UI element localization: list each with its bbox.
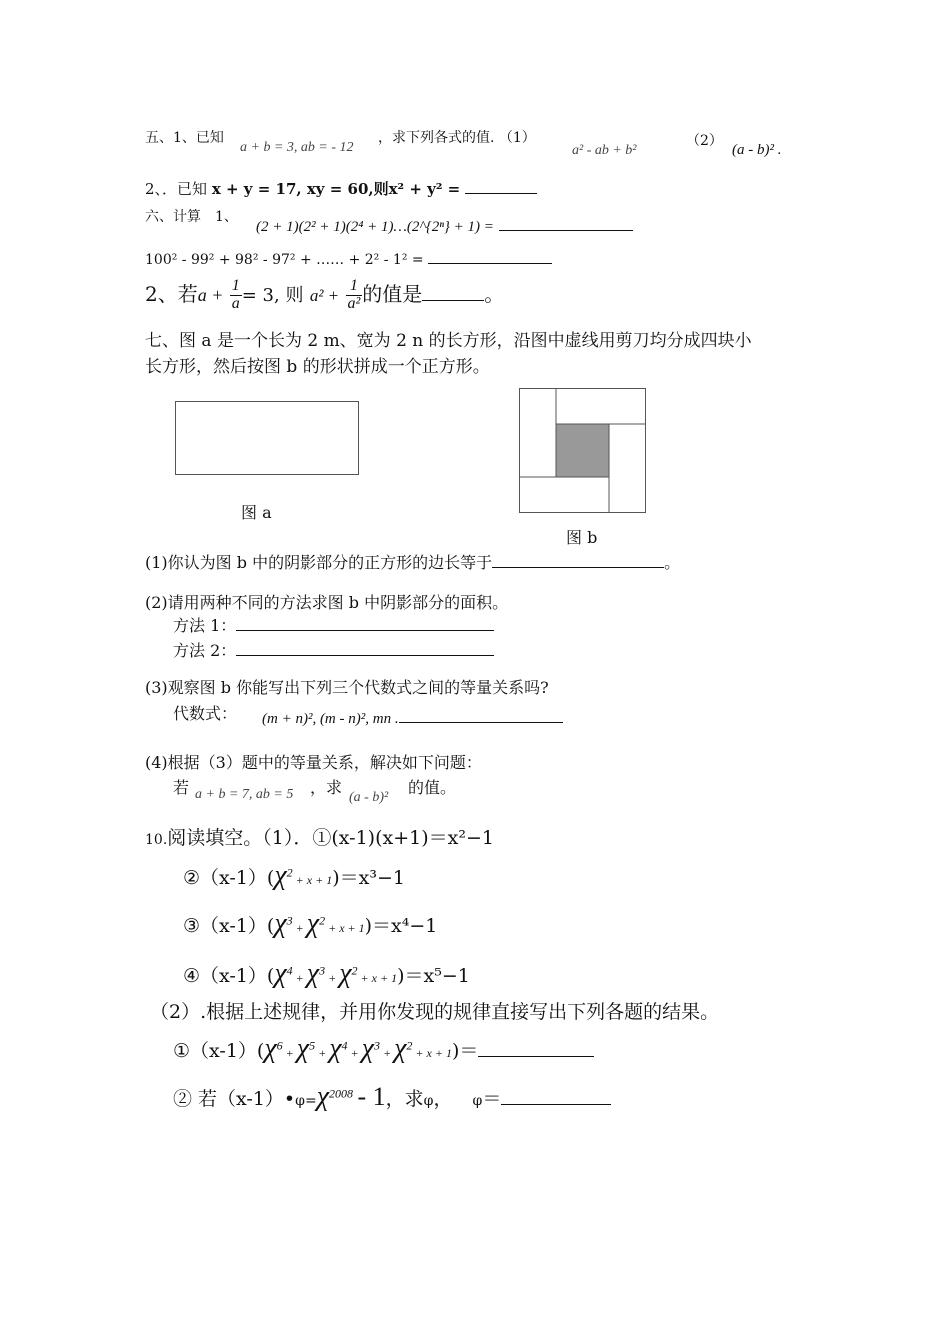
- q5-expr1: a² - ab + b²: [572, 143, 637, 158]
- q10-lead: 10.: [145, 832, 168, 848]
- q5-cond: a + b = 3, ab = - 12: [240, 140, 354, 155]
- q5-p2: （2）: [686, 133, 723, 149]
- q10-part2: （2）.根据上述规律，并用你发现的规律直接写出下列各题的结果。: [150, 1001, 720, 1023]
- q7-s4-tail: 的值。: [408, 778, 457, 797]
- q10-title-line: [145, 823, 494, 850]
- q6-2-eq: = 3, 则: [241, 285, 304, 306]
- q6-2-a-plus: a +: [197, 285, 224, 305]
- q6-lead: 六、计算 1、: [145, 209, 238, 225]
- q10-ans1: $①(x-1)(\chi^6 + \chi^5 + \chi^4 + \chi^3 + \chi^2 + x + 1)=$: [173, 1033, 594, 1065]
- answer-blank[interactable]: [399, 721, 563, 723]
- q7-s4: (4)根据（3）题中的等量关系，解决如下问题：: [145, 753, 482, 772]
- q6-2-lead: 2、若: [145, 282, 198, 306]
- q5-expr2: (a - b)² .: [732, 142, 782, 158]
- q6-line: [256, 217, 633, 236]
- q6-line2-expr: 100² - 99² + 98² - 97² + …… + 2² - 1² =: [145, 252, 424, 268]
- answer-blank[interactable]: [499, 229, 633, 231]
- q6-2-tail: 的值是: [362, 282, 423, 306]
- q7-line2: 长方形，然后按图 b 的形状拼成一个正方形。: [145, 357, 490, 377]
- q6-2-a2: a² +: [309, 286, 340, 305]
- q5-2-line: [145, 178, 537, 199]
- q7-s2: (2)请用两种不同的方法求图 b 中阴影部分的面积。: [145, 593, 509, 612]
- q7-method2: 方法 2：: [173, 638, 494, 661]
- q5-2-lead: 2、．已知: [145, 180, 208, 198]
- answer-blank[interactable]: [492, 566, 664, 568]
- answer-blank[interactable]: [478, 1055, 594, 1057]
- q5-line: [145, 127, 224, 147]
- q5-lead: 五、1、已知: [145, 130, 224, 146]
- q7-alg-label: 代数式：: [173, 704, 238, 723]
- answer-blank[interactable]: [428, 262, 552, 264]
- q7-s1: (1)你认为图 b 中的阴影部分的正方形的边长等于 。: [145, 553, 681, 572]
- q10-title: 阅读填空。（1）．①(x-1)(x+1)＝x²−1: [167, 827, 494, 849]
- q6-2-line: 2、若a + $\frac{1}{a}$ = 3, 则 a² + $\frac{1}{\text{a²}}$ 的值是 。: [145, 277, 505, 312]
- answer-blank[interactable]: [236, 629, 494, 631]
- answer-blank[interactable]: [422, 299, 484, 301]
- q6-line2: [145, 252, 552, 268]
- fraction-1-over-a: $\frac{1}{a}$: [231, 277, 240, 312]
- answer-blank[interactable]: [465, 192, 537, 194]
- q7-s4-expr: (a - b)²: [349, 790, 389, 805]
- q7-s4-ask: ，求: [310, 778, 343, 797]
- q7-s4-cond: a + b = 7, ab = 5: [195, 787, 294, 802]
- shaded-square: [556, 424, 609, 477]
- figure-b-caption: 图 b: [566, 528, 598, 547]
- q5-ask: ，求下列各式的值. （1）: [378, 130, 536, 146]
- figure-a-caption: 图 a: [241, 503, 272, 522]
- q10-ans2: ② 若$(x-1)•\varphi=\chi^{2008} - 1$，求φ， φ＝: [173, 1081, 611, 1113]
- q6-expr: (2 + 1)(2² + 1)(2⁴ + 1)…(2^{2ⁿ} + 1) =: [256, 219, 494, 235]
- figure-b-square: [519, 388, 647, 514]
- q7-method1: 方法 1：: [173, 613, 494, 636]
- figure-a-rectangle: [175, 401, 359, 475]
- answer-blank[interactable]: [236, 654, 494, 656]
- answer-blank[interactable]: [501, 1103, 611, 1105]
- q5-2-cond: x + y = 17, xy = 60,则x² + y² =: [211, 180, 461, 198]
- q7-alg-line: (m + n)², (m - n)², mn .: [262, 711, 563, 728]
- q7-s3: (3)观察图 b 你能写出下列三个代数式之间的等量关系吗?: [145, 678, 549, 697]
- q7-line1: 七、图 a 是一个长为 2 m、宽为 2 n 的长方形，沿图中虚线用剪刀均分成四块小: [145, 331, 752, 351]
- q10-row4: $④(x-1)(\chi^4 + \chi^3 + \chi^2 + x + 1)=x^5-1$: [183, 958, 470, 989]
- q7-s4-if: 若: [173, 778, 190, 797]
- q10-row3: $③(x-1)(\chi^3 + \chi^2 + x + 1)=x^4-1$: [183, 908, 438, 939]
- q10-row2: $②(x-1)(\chi^2 + x + 1)=x^3-1$: [183, 860, 405, 891]
- fraction-1-over-a2: $\frac{1}{\text{a²}}$: [347, 277, 361, 312]
